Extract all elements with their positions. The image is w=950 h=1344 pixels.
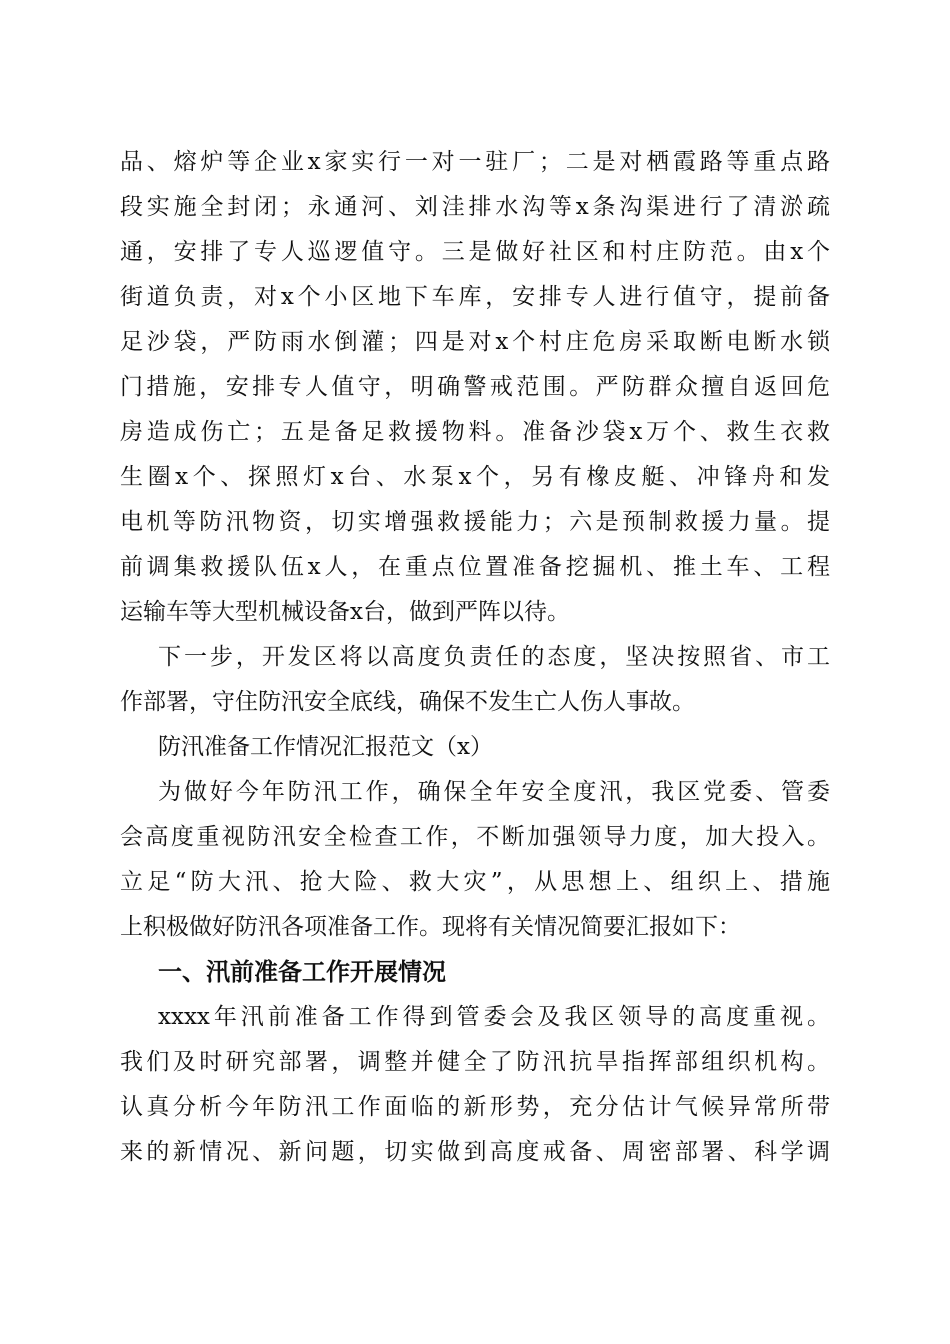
paragraph-line: 段实施全封闭；永通河、刘洼排水沟等x条沟渠进行了清淤疏 [120,194,830,220]
section-heading: 一、汛前准备工作开展情况 [158,958,446,986]
paragraph-line: 下一步，开发区将以高度负责任的态度，坚决按照省、市工 [158,644,830,670]
paragraph-line: 作部署，守住防汛安全底线，确保不发生亡人伤人事故。 [120,689,695,715]
paragraph-line: 足沙袋，严防雨水倒灌；四是对x个村庄危房采取断电断水锁 [120,329,830,355]
paragraph-line: 立足“防大汛、抢大险、救大灾”，从思想上、组织上、措施 [120,869,830,895]
paragraph-line: 生圈x个、探照灯x台、水泵x个，另有橡皮艇、冲锋舟和发 [120,464,830,490]
paragraph-line: 上积极做好防汛各项准备工作。现将有关情况简要汇报如下： [120,914,741,940]
paragraph-line: xxxx年汛前准备工作得到管委会及我区领导的高度重视。 [158,1004,830,1030]
paragraph-line: 前调集救援队伍x人，在重点位置准备挖掘机、推土车、工程 [120,554,830,580]
paragraph-line: 认真分析今年防汛工作面临的新形势，充分估计气候异常所带 [120,1094,830,1120]
report-title: 防汛准备工作情况汇报范文（x） [158,734,493,760]
paragraph-line: 会高度重视防汛安全检查工作，不断加强领导力度，加大投入。 [120,824,830,850]
paragraph-line: 通，安排了专人巡逻值守。三是做好社区和村庄防范。由x个 [120,239,830,265]
paragraph-line: 品、熔炉等企业x家实行一对一驻厂；二是对栖霞路等重点路 [120,149,830,175]
paragraph-line: 房造成伤亡；五是备足救援物料。准备沙袋x万个、救生衣救 [120,419,830,445]
paragraph-line: 街道负责，对x个小区地下车库，安排专人进行值守，提前备 [120,284,830,310]
paragraph-line: 为做好今年防汛工作，确保全年安全度汛，我区党委、管委 [158,779,830,805]
document-body [120,140,830,1175]
paragraph-line: 我们及时研究部署，调整并健全了防汛抗旱指挥部组织机构。 [120,1049,830,1075]
paragraph-line: 来的新情况、新问题，切实做到高度戒备、周密部署、科学调 [120,1139,830,1165]
paragraph-line: 电机等防汛物资，切实增强救援能力；六是预制救援力量。提 [120,509,830,535]
paragraph-line: 门措施，安排专人值守，明确警戒范围。严防群众擅自返回危 [120,374,830,400]
paragraph-line: 运输车等大型机械设备x台，做到严阵以待。 [120,599,570,625]
